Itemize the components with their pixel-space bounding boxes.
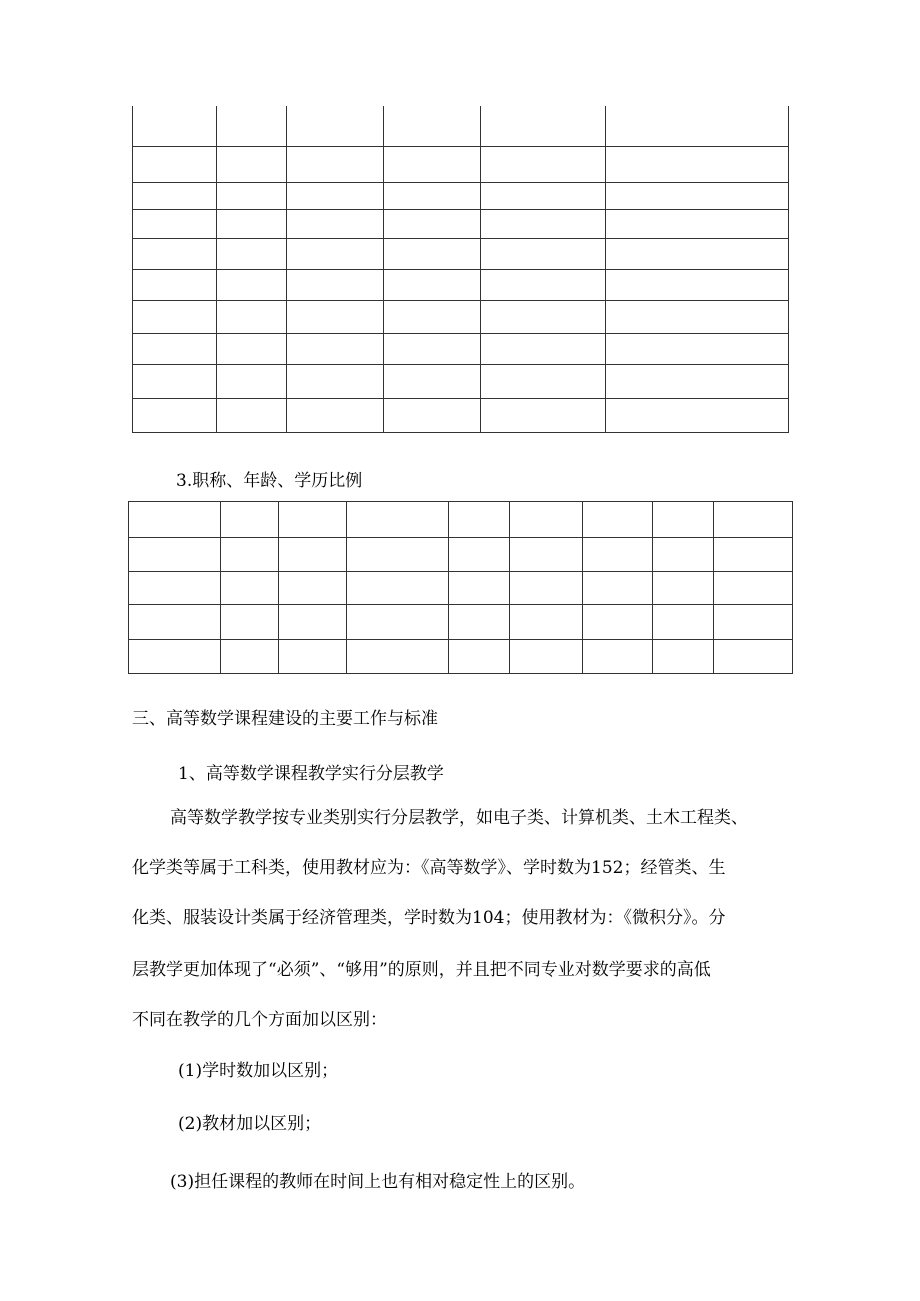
table-cell [510,538,583,572]
table-row [133,300,789,333]
table-cell [221,502,279,538]
table-cell [217,238,287,269]
table-cell [481,238,606,269]
table-cell [347,502,449,538]
table-cell [287,106,384,146]
table-cell [129,640,221,674]
table-cell [217,146,287,182]
table-cell [221,572,279,605]
table-cell [384,209,481,238]
table-cell [384,182,481,209]
table-row [133,209,789,238]
table-cell [583,640,653,674]
table-cell [279,572,347,605]
table-cell [510,605,583,640]
list-item: (3)担任课程的教师在时间上也有相对稳定性上的区别。 [170,1172,586,1192]
table-cell [133,398,217,432]
table-cell [606,300,789,333]
table-cell [217,106,287,146]
title-age-education-ratio-table [128,501,793,674]
table-cell [133,300,217,333]
table-cell [133,106,217,146]
table-cell [384,238,481,269]
table-cell [133,238,217,269]
table-cell [384,300,481,333]
table-cell [129,605,221,640]
table-cell [714,572,793,605]
table-cell [133,333,217,364]
table-cell [384,364,481,398]
table-row [129,605,793,640]
table-cell [287,333,384,364]
paragraph-line: 化类、服装设计类属于经济管理类，学时数为104；使用教材为：《微积分》。分 [132,908,726,928]
table-cell [481,364,606,398]
table-row [133,398,789,432]
table-cell [217,333,287,364]
table-cell [583,502,653,538]
table-cell [287,182,384,209]
table-cell [510,640,583,674]
table-cell [287,209,384,238]
table-cell [653,538,714,572]
table-cell [347,572,449,605]
table-cell [481,106,606,146]
table-cell [481,146,606,182]
table-row [129,538,793,572]
table-cell [133,364,217,398]
table-cell [714,502,793,538]
table-cell [133,182,217,209]
table-cell [653,502,714,538]
table-cell [384,269,481,300]
table-cell [129,502,221,538]
table-row [133,269,789,300]
table-cell [287,269,384,300]
table-cell [583,605,653,640]
table-cell [384,146,481,182]
table-cell [129,538,221,572]
table-cell [606,146,789,182]
paragraph-line: 层教学更加体现了“必须”、“够用”的原则，并且把不同专业对数学要求的高低 [132,960,711,980]
table-cell [384,333,481,364]
table-cell [606,209,789,238]
staff-table-continued [132,106,789,433]
paragraph-line: 高等数学教学按专业类别实行分层教学，如电子类、计算机类、土木工程类、 [170,808,748,828]
table-cell [221,538,279,572]
paragraph-line: 不同在教学的几个方面加以区别： [132,1010,387,1030]
table-cell [221,605,279,640]
table-cell [606,364,789,398]
table-caption: 3.职称、年龄、学历比例 [176,471,363,491]
table-cell [653,605,714,640]
table-row [129,640,793,674]
table-row [133,333,789,364]
table-cell [287,398,384,432]
table-cell [347,605,449,640]
subheading: 1、高等数学课程教学实行分层教学 [178,764,444,784]
table-row [133,106,789,146]
table-cell [449,538,510,572]
table-cell [279,538,347,572]
table-cell [714,605,793,640]
table-cell [714,640,793,674]
table-cell [279,502,347,538]
table-cell [133,146,217,182]
table-cell [217,209,287,238]
table-cell [217,182,287,209]
table-cell [287,300,384,333]
table-cell [583,538,653,572]
table-cell [133,209,217,238]
table-cell [714,538,793,572]
table-cell [384,106,481,146]
table-cell [449,605,510,640]
table-cell [217,398,287,432]
table-cell [221,640,279,674]
table-cell [287,146,384,182]
table-cell [653,572,714,605]
table-cell [606,269,789,300]
table-row [133,364,789,398]
table-cell [129,572,221,605]
table-cell [287,364,384,398]
table-cell [583,572,653,605]
table-cell [449,640,510,674]
table-row [133,238,789,269]
table-cell [287,238,384,269]
table-cell [481,398,606,432]
table-cell [606,333,789,364]
table-row [129,502,793,538]
table-cell [606,238,789,269]
table-cell [347,538,449,572]
table-cell [133,269,217,300]
table-row [129,572,793,605]
table-cell [510,572,583,605]
table-cell [606,398,789,432]
table-cell [606,106,789,146]
table-cell [481,300,606,333]
table-cell [510,502,583,538]
list-item: (2)教材加以区别； [178,1114,322,1134]
table-cell [347,640,449,674]
table-cell [653,640,714,674]
table-cell [217,269,287,300]
paragraph-line: 化学类等属于工科类，使用教材应为：《高等数学》、学时数为152；经管类、生 [132,858,726,878]
section-heading: 三、高等数学课程建设的主要工作与标准 [132,709,438,729]
table-cell [606,182,789,209]
list-item: (1)学时数加以区别； [178,1061,339,1081]
table-cell [279,605,347,640]
table-cell [481,209,606,238]
table-cell [449,502,510,538]
table-row [133,182,789,209]
table-row [133,146,789,182]
table-cell [384,398,481,432]
table-cell [481,269,606,300]
table-cell [481,333,606,364]
table-cell [481,182,606,209]
table-cell [279,640,347,674]
table-cell [217,300,287,333]
table-cell [449,572,510,605]
table-cell [217,364,287,398]
